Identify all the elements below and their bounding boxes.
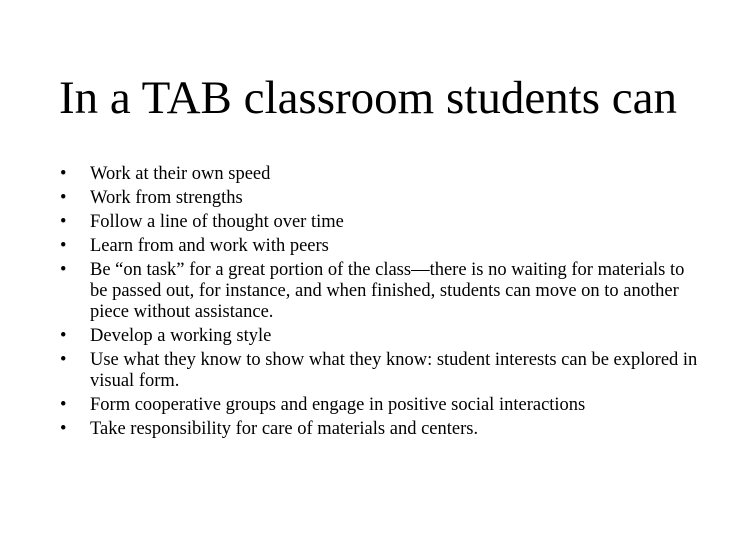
bullet-text: Learn from and work with peers <box>90 236 329 256</box>
bullet-dot-icon: • <box>60 326 67 346</box>
bullet-text: Work at their own speed <box>90 164 271 184</box>
bullet-dot-icon: • <box>60 419 67 439</box>
bullet-text: Take responsibility for care of materials and centers. <box>90 419 479 439</box>
bullet-dot-icon: • <box>60 350 67 370</box>
list-item <box>60 350 700 392</box>
list-item <box>60 395 700 416</box>
bullet-dot-icon: • <box>60 395 67 415</box>
list-item <box>60 260 700 323</box>
slide-title: In a TAB classroom students can <box>59 72 677 124</box>
list-item <box>60 212 700 233</box>
bullet-text: Work from strengths <box>90 188 243 208</box>
bullet-text: Develop a working style <box>90 326 272 346</box>
bullet-list <box>60 164 700 443</box>
bullet-text: Use what they know to show what they know: student interests can be explored in visual form. <box>90 350 698 391</box>
bullet-dot-icon: • <box>60 164 67 184</box>
list-item <box>60 188 700 209</box>
bullet-dot-icon: • <box>60 236 67 256</box>
bullet-text: Form cooperative groups and engage in positive social interactions <box>90 395 586 415</box>
bullet-dot-icon: • <box>60 188 67 208</box>
list-item <box>60 164 700 185</box>
bullet-dot-icon: • <box>60 212 67 232</box>
bullet-dot-icon: • <box>60 260 67 280</box>
list-item <box>60 326 700 347</box>
bullet-text: Be “on task” for a great portion of the class—there is no waiting for materials to be passed out, for instance, and when finished, students can move on to another piece without assistance. <box>90 260 685 322</box>
list-item <box>60 236 700 257</box>
bullet-text: Follow a line of thought over time <box>90 212 344 232</box>
list-item <box>60 419 700 440</box>
